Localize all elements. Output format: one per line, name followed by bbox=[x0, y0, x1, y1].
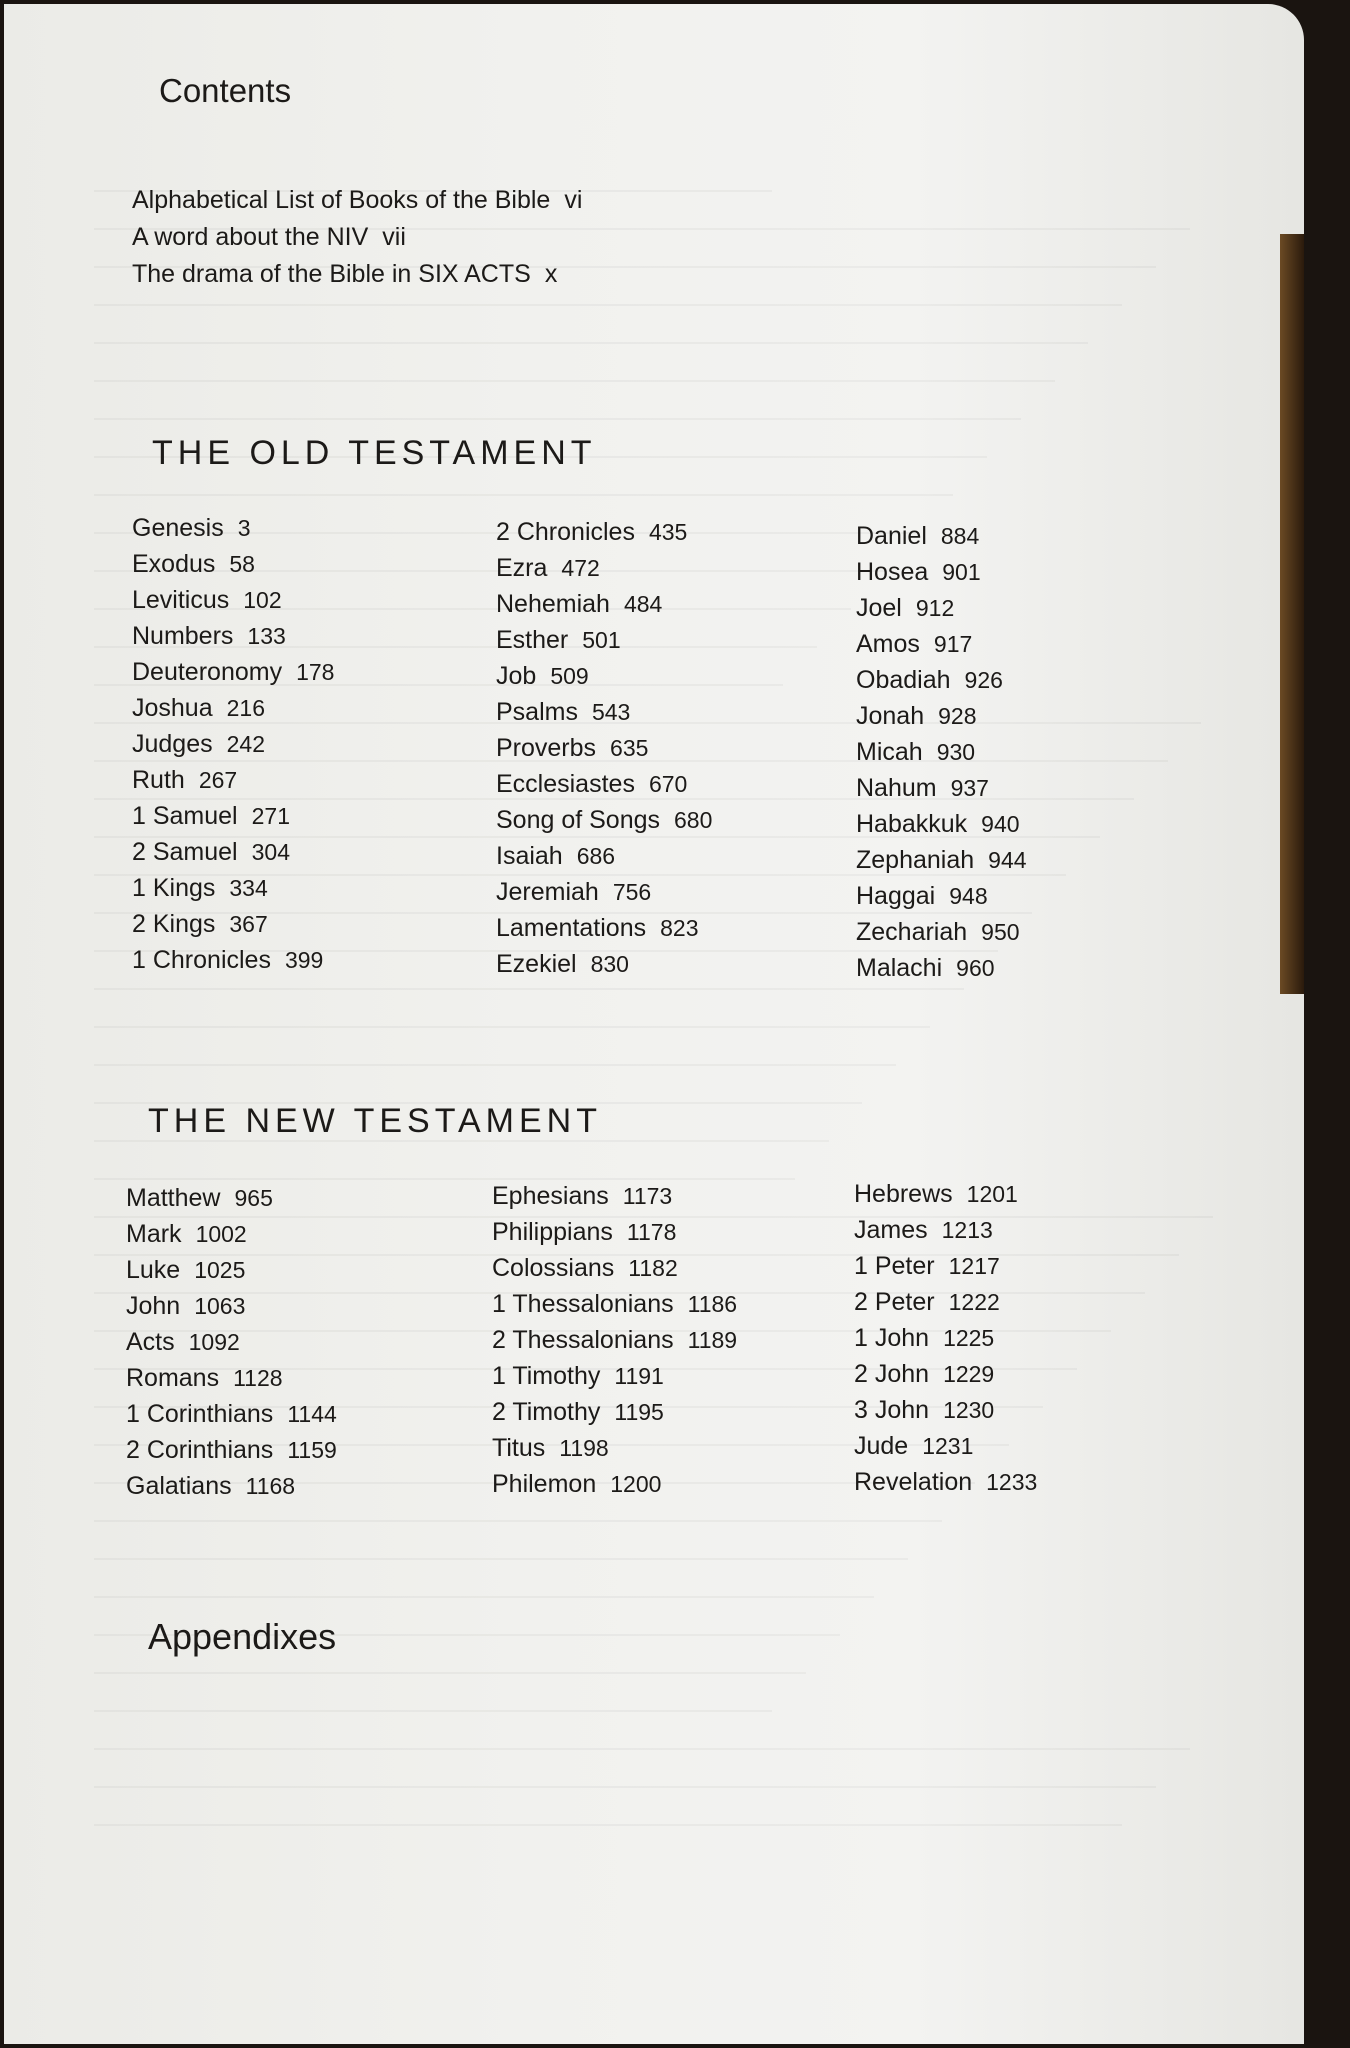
book-page-number: 1233 bbox=[986, 1469, 1038, 1495]
toc-entry-title: Alphabetical List of Books of the Bible bbox=[132, 186, 551, 214]
book-name: Jude bbox=[854, 1432, 909, 1460]
book-name: Genesis bbox=[132, 514, 224, 542]
book-name: Ezra bbox=[496, 554, 548, 582]
book-page-number: 543 bbox=[591, 699, 631, 725]
book-entry[interactable] bbox=[132, 658, 334, 694]
bleed-through-line bbox=[94, 306, 1088, 344]
book-name: Job bbox=[496, 662, 537, 690]
contents-page bbox=[4, 4, 1304, 2044]
bleed-through-line bbox=[94, 1560, 874, 1598]
book-page-number: 242 bbox=[226, 731, 265, 757]
book-name: 1 Samuel bbox=[132, 802, 238, 830]
bleed-through-line bbox=[94, 1028, 896, 1066]
book-page-number: 367 bbox=[229, 911, 268, 937]
book-entry[interactable] bbox=[496, 590, 712, 626]
book-page-number: 1191 bbox=[614, 1363, 664, 1389]
old-testament-heading: THE OLD TESTAMENT bbox=[152, 434, 597, 472]
toc-entry-page: x bbox=[544, 260, 558, 288]
book-name: Habakkuk bbox=[856, 810, 968, 838]
book-page-number: 948 bbox=[949, 883, 988, 909]
book-entry[interactable] bbox=[856, 774, 1027, 810]
book-page-number: 928 bbox=[938, 703, 977, 729]
book-page-number: 133 bbox=[247, 623, 286, 649]
bleed-through-line bbox=[94, 382, 1021, 420]
book-page-number: 1063 bbox=[194, 1293, 246, 1319]
book-entry[interactable] bbox=[126, 1400, 337, 1436]
book-name: Nehemiah bbox=[496, 590, 610, 618]
book-entry[interactable] bbox=[496, 734, 712, 770]
book-name: Matthew bbox=[126, 1184, 221, 1212]
book-name: Obadiah bbox=[856, 666, 951, 694]
book-name: Judges bbox=[132, 730, 213, 758]
book-page-number: 950 bbox=[981, 919, 1020, 945]
book-name: Daniel bbox=[856, 522, 927, 550]
book-entry[interactable] bbox=[126, 1472, 337, 1508]
front-matter-list bbox=[132, 186, 582, 297]
toc-entry[interactable] bbox=[132, 186, 582, 223]
book-page-number: 1144 bbox=[287, 1401, 337, 1427]
bleed-through-line bbox=[94, 1750, 1156, 1788]
book-name: Esther bbox=[496, 626, 569, 654]
book-entry[interactable] bbox=[496, 698, 712, 734]
book-name: 2 Corinthians bbox=[126, 1436, 274, 1464]
book-page-number: 1092 bbox=[188, 1329, 240, 1355]
book-name: Psalms bbox=[496, 698, 578, 726]
book-name: Mark bbox=[126, 1220, 182, 1248]
book-page-number: 1186 bbox=[687, 1291, 738, 1317]
book-name: Song of Songs bbox=[496, 806, 661, 834]
old-testament-column-1 bbox=[132, 514, 334, 982]
book-name: Galatians bbox=[126, 1472, 232, 1500]
book-page-number: 1229 bbox=[943, 1361, 995, 1387]
page-title: Contents bbox=[159, 72, 292, 109]
book-entry[interactable] bbox=[496, 878, 712, 914]
toc-entry-title: A word about the NIV bbox=[132, 223, 369, 251]
book-page-number: 1213 bbox=[941, 1217, 993, 1243]
book-entry[interactable] bbox=[856, 630, 1027, 666]
new-testament-column-3 bbox=[854, 1180, 1037, 1504]
book-entry[interactable] bbox=[856, 882, 1027, 918]
book-entry[interactable] bbox=[856, 522, 1027, 558]
book-name: Joshua bbox=[132, 694, 213, 722]
book-page-number: 1222 bbox=[948, 1289, 1000, 1315]
bleed-through-line bbox=[94, 1674, 772, 1712]
book-entry[interactable] bbox=[132, 766, 334, 802]
book-name: James bbox=[854, 1216, 928, 1244]
book-name: Lamentations bbox=[496, 914, 647, 942]
book-entry[interactable] bbox=[126, 1328, 337, 1364]
book-entry[interactable] bbox=[126, 1292, 337, 1328]
book-entry[interactable] bbox=[854, 1288, 1037, 1324]
book-name: Nahum bbox=[856, 774, 937, 802]
book-entry[interactable] bbox=[126, 1364, 337, 1400]
book-name: Acts bbox=[126, 1328, 175, 1356]
book-entry[interactable] bbox=[132, 622, 334, 658]
book-entry[interactable] bbox=[496, 914, 712, 950]
book-page-number: 830 bbox=[590, 951, 629, 977]
toc-entry-title: The drama of the Bible in SIX ACTS bbox=[132, 260, 531, 288]
book-page-number: 435 bbox=[648, 519, 688, 545]
book-name: Numbers bbox=[132, 622, 234, 650]
book-name: Deuteronomy bbox=[132, 658, 283, 686]
book-entry[interactable] bbox=[126, 1256, 337, 1292]
book-name: Zechariah bbox=[856, 918, 968, 946]
book-page-number: 1128 bbox=[233, 1365, 283, 1391]
toc-entry[interactable] bbox=[132, 223, 582, 260]
bleed-through-text bbox=[94, 154, 1224, 1854]
book-entry[interactable] bbox=[492, 1290, 737, 1326]
book-page-number: 1225 bbox=[943, 1325, 995, 1351]
book-entry[interactable] bbox=[492, 1254, 737, 1290]
bleed-through-line bbox=[94, 344, 1055, 382]
book-name: Philippians bbox=[492, 1218, 613, 1246]
book-page-number: 823 bbox=[660, 915, 699, 941]
bleed-through-line bbox=[94, 1142, 795, 1180]
book-entry[interactable] bbox=[856, 702, 1027, 738]
book-entry[interactable] bbox=[132, 910, 334, 946]
book-entry[interactable] bbox=[856, 954, 1027, 990]
book-page-number: 1168 bbox=[245, 1473, 296, 1499]
book-entry[interactable] bbox=[132, 586, 334, 622]
book-name: Jonah bbox=[856, 702, 925, 730]
book-name: Malachi bbox=[856, 954, 943, 982]
book-entry[interactable] bbox=[854, 1432, 1037, 1468]
book-name: 2 Timothy bbox=[492, 1398, 601, 1426]
book-page-number: 1173 bbox=[622, 1183, 673, 1209]
book-entry[interactable] bbox=[492, 1434, 737, 1470]
toc-entry[interactable] bbox=[132, 260, 582, 297]
book-name: Zephaniah bbox=[856, 846, 975, 874]
book-name: Hebrews bbox=[854, 1180, 953, 1208]
new-testament-column-2 bbox=[492, 1182, 737, 1506]
book-page-number: 1002 bbox=[195, 1221, 247, 1247]
book-entry[interactable] bbox=[856, 918, 1027, 954]
book-entry[interactable] bbox=[132, 946, 334, 982]
book-spine-edge bbox=[1280, 234, 1304, 994]
book-entry[interactable] bbox=[492, 1362, 737, 1398]
book-name: 2 Kings bbox=[132, 910, 216, 938]
book-page-number: 509 bbox=[550, 663, 589, 689]
book-page-number: 944 bbox=[988, 847, 1027, 873]
book-name: Luke bbox=[126, 1256, 181, 1284]
book-name: 3 John bbox=[854, 1396, 930, 1424]
book-page-number: 930 bbox=[936, 739, 976, 765]
book-name: 1 Kings bbox=[132, 874, 216, 902]
book-page-number: 1189 bbox=[687, 1327, 738, 1353]
book-entry[interactable] bbox=[132, 514, 334, 550]
book-name: Titus bbox=[492, 1434, 546, 1462]
book-page-number: 58 bbox=[229, 551, 255, 577]
book-page-number: 1200 bbox=[610, 1471, 662, 1497]
book-entry[interactable] bbox=[496, 518, 712, 554]
book-entry[interactable] bbox=[496, 842, 712, 878]
book-entry[interactable] bbox=[854, 1468, 1037, 1504]
book-page-number: 1195 bbox=[614, 1399, 664, 1425]
toc-entry-page: vi bbox=[564, 186, 583, 214]
book-entry[interactable] bbox=[496, 770, 712, 806]
bleed-through-line bbox=[94, 1522, 908, 1560]
book-entry[interactable] bbox=[126, 1436, 337, 1472]
book-page-number: 926 bbox=[964, 667, 1003, 693]
bleed-through-line bbox=[94, 1788, 1122, 1826]
book-name: Leviticus bbox=[132, 586, 230, 614]
book-page-number: 960 bbox=[956, 955, 995, 981]
book-entry[interactable] bbox=[132, 802, 334, 838]
book-entry[interactable] bbox=[856, 594, 1027, 630]
book-page-number: 472 bbox=[561, 555, 600, 581]
toc-entry-page: vii bbox=[382, 223, 406, 251]
book-page-number: 940 bbox=[981, 811, 1020, 837]
book-name: Joel bbox=[856, 594, 902, 622]
book-name: 1 Chronicles bbox=[132, 946, 271, 974]
book-name: Romans bbox=[126, 1364, 220, 1392]
book-name: Ruth bbox=[132, 766, 185, 794]
old-testament-column-3 bbox=[856, 522, 1027, 990]
book-name: Micah bbox=[856, 738, 923, 766]
book-entry[interactable] bbox=[132, 550, 334, 586]
book-entry[interactable] bbox=[492, 1326, 737, 1362]
book-page-number: 965 bbox=[234, 1185, 273, 1211]
bleed-through-line bbox=[94, 1712, 1190, 1750]
book-name: 1 John bbox=[854, 1324, 930, 1352]
book-entry[interactable] bbox=[132, 874, 334, 910]
book-entry[interactable] bbox=[856, 810, 1027, 846]
book-entry[interactable] bbox=[492, 1470, 737, 1506]
book-page-number: 1201 bbox=[966, 1181, 1018, 1207]
book-name: Isaiah bbox=[496, 842, 563, 870]
book-name: 2 Chronicles bbox=[496, 518, 635, 546]
book-page-number: 178 bbox=[296, 659, 335, 685]
book-entry[interactable] bbox=[126, 1220, 337, 1256]
book-entry[interactable] bbox=[492, 1398, 737, 1434]
book-page-number: 1182 bbox=[628, 1255, 678, 1281]
book-name: 2 John bbox=[854, 1360, 930, 1388]
book-name: Jeremiah bbox=[496, 878, 599, 906]
book-page-number: 1178 bbox=[626, 1219, 677, 1245]
book-entry[interactable] bbox=[856, 738, 1027, 774]
book-page-number: 271 bbox=[251, 803, 290, 829]
book-page-number: 912 bbox=[915, 595, 955, 621]
new-testament-heading: THE NEW TESTAMENT bbox=[148, 1102, 602, 1140]
book-entry[interactable] bbox=[496, 806, 712, 842]
book-name: Proverbs bbox=[496, 734, 597, 762]
book-page-number: 1198 bbox=[559, 1435, 609, 1461]
book-entry[interactable] bbox=[854, 1360, 1037, 1396]
book-page-number: 501 bbox=[582, 627, 621, 653]
book-entry[interactable] bbox=[132, 838, 334, 874]
book-page-number: 937 bbox=[950, 775, 989, 801]
book-page-number: 680 bbox=[674, 807, 713, 833]
book-name: Revelation bbox=[854, 1468, 973, 1496]
book-name: John bbox=[126, 1292, 181, 1320]
book-entry[interactable] bbox=[854, 1324, 1037, 1360]
book-name: Hosea bbox=[856, 558, 929, 586]
book-entry[interactable] bbox=[496, 554, 712, 590]
bleed-through-line bbox=[94, 1066, 862, 1104]
book-entry[interactable] bbox=[856, 558, 1027, 594]
book-name: 1 Corinthians bbox=[126, 1400, 274, 1428]
book-entry[interactable] bbox=[132, 730, 334, 766]
book-page-number: 102 bbox=[243, 587, 282, 613]
book-name: 2 Peter bbox=[854, 1288, 935, 1316]
book-entry[interactable] bbox=[496, 950, 712, 986]
book-entry[interactable] bbox=[496, 662, 712, 698]
book-name: Ephesians bbox=[492, 1182, 609, 1210]
book-page-number: 267 bbox=[198, 767, 238, 793]
book-entry[interactable] bbox=[492, 1218, 737, 1254]
book-entry[interactable] bbox=[856, 666, 1027, 702]
book-page-number: 917 bbox=[933, 631, 973, 657]
old-testament-column-2 bbox=[496, 518, 712, 986]
book-page-number: 686 bbox=[576, 843, 616, 869]
book-page-number: 484 bbox=[623, 591, 663, 617]
book-entry[interactable] bbox=[496, 626, 712, 662]
book-name: 1 Peter bbox=[854, 1252, 935, 1280]
book-page-number: 1230 bbox=[943, 1397, 995, 1423]
new-testament-column-1 bbox=[126, 1184, 337, 1508]
book-page-number: 1217 bbox=[948, 1253, 1000, 1279]
book-page-number: 304 bbox=[251, 839, 290, 865]
book-name: Colossians bbox=[492, 1254, 615, 1282]
book-page-number: 1159 bbox=[287, 1437, 337, 1463]
book-entry[interactable] bbox=[132, 694, 334, 730]
book-page-number: 334 bbox=[229, 875, 268, 901]
book-entry[interactable] bbox=[854, 1216, 1037, 1252]
book-page-number: 670 bbox=[648, 771, 688, 797]
book-name: 1 Thessalonians bbox=[492, 1290, 674, 1318]
book-name: Ezekiel bbox=[496, 950, 577, 978]
book-page-number: 1025 bbox=[194, 1257, 246, 1283]
book-name: Exodus bbox=[132, 550, 216, 578]
book-name: Philemon bbox=[492, 1470, 597, 1498]
book-entry[interactable] bbox=[854, 1396, 1037, 1432]
book-page-number: 1231 bbox=[922, 1433, 974, 1459]
book-page-number: 3 bbox=[237, 515, 251, 541]
book-name: 2 Samuel bbox=[132, 838, 238, 866]
book-name: Haggai bbox=[856, 882, 936, 910]
book-entry[interactable] bbox=[126, 1184, 337, 1220]
book-entry[interactable] bbox=[854, 1252, 1037, 1288]
book-name: Amos bbox=[856, 630, 920, 658]
book-entry[interactable] bbox=[854, 1180, 1037, 1216]
book-entry[interactable] bbox=[492, 1182, 737, 1218]
book-page-number: 216 bbox=[226, 695, 265, 721]
book-name: Ecclesiastes bbox=[496, 770, 635, 798]
book-entry[interactable] bbox=[856, 846, 1027, 882]
book-page-number: 399 bbox=[284, 947, 324, 973]
book-name: 2 Thessalonians bbox=[492, 1326, 674, 1354]
book-page-number: 884 bbox=[940, 523, 980, 549]
book-page-number: 756 bbox=[612, 879, 652, 905]
bleed-through-line bbox=[94, 990, 930, 1028]
book-name: 1 Timothy bbox=[492, 1362, 601, 1390]
book-page-number: 901 bbox=[942, 559, 981, 585]
appendixes-heading: Appendixes bbox=[148, 1616, 337, 1657]
book-page-number: 635 bbox=[610, 735, 649, 761]
